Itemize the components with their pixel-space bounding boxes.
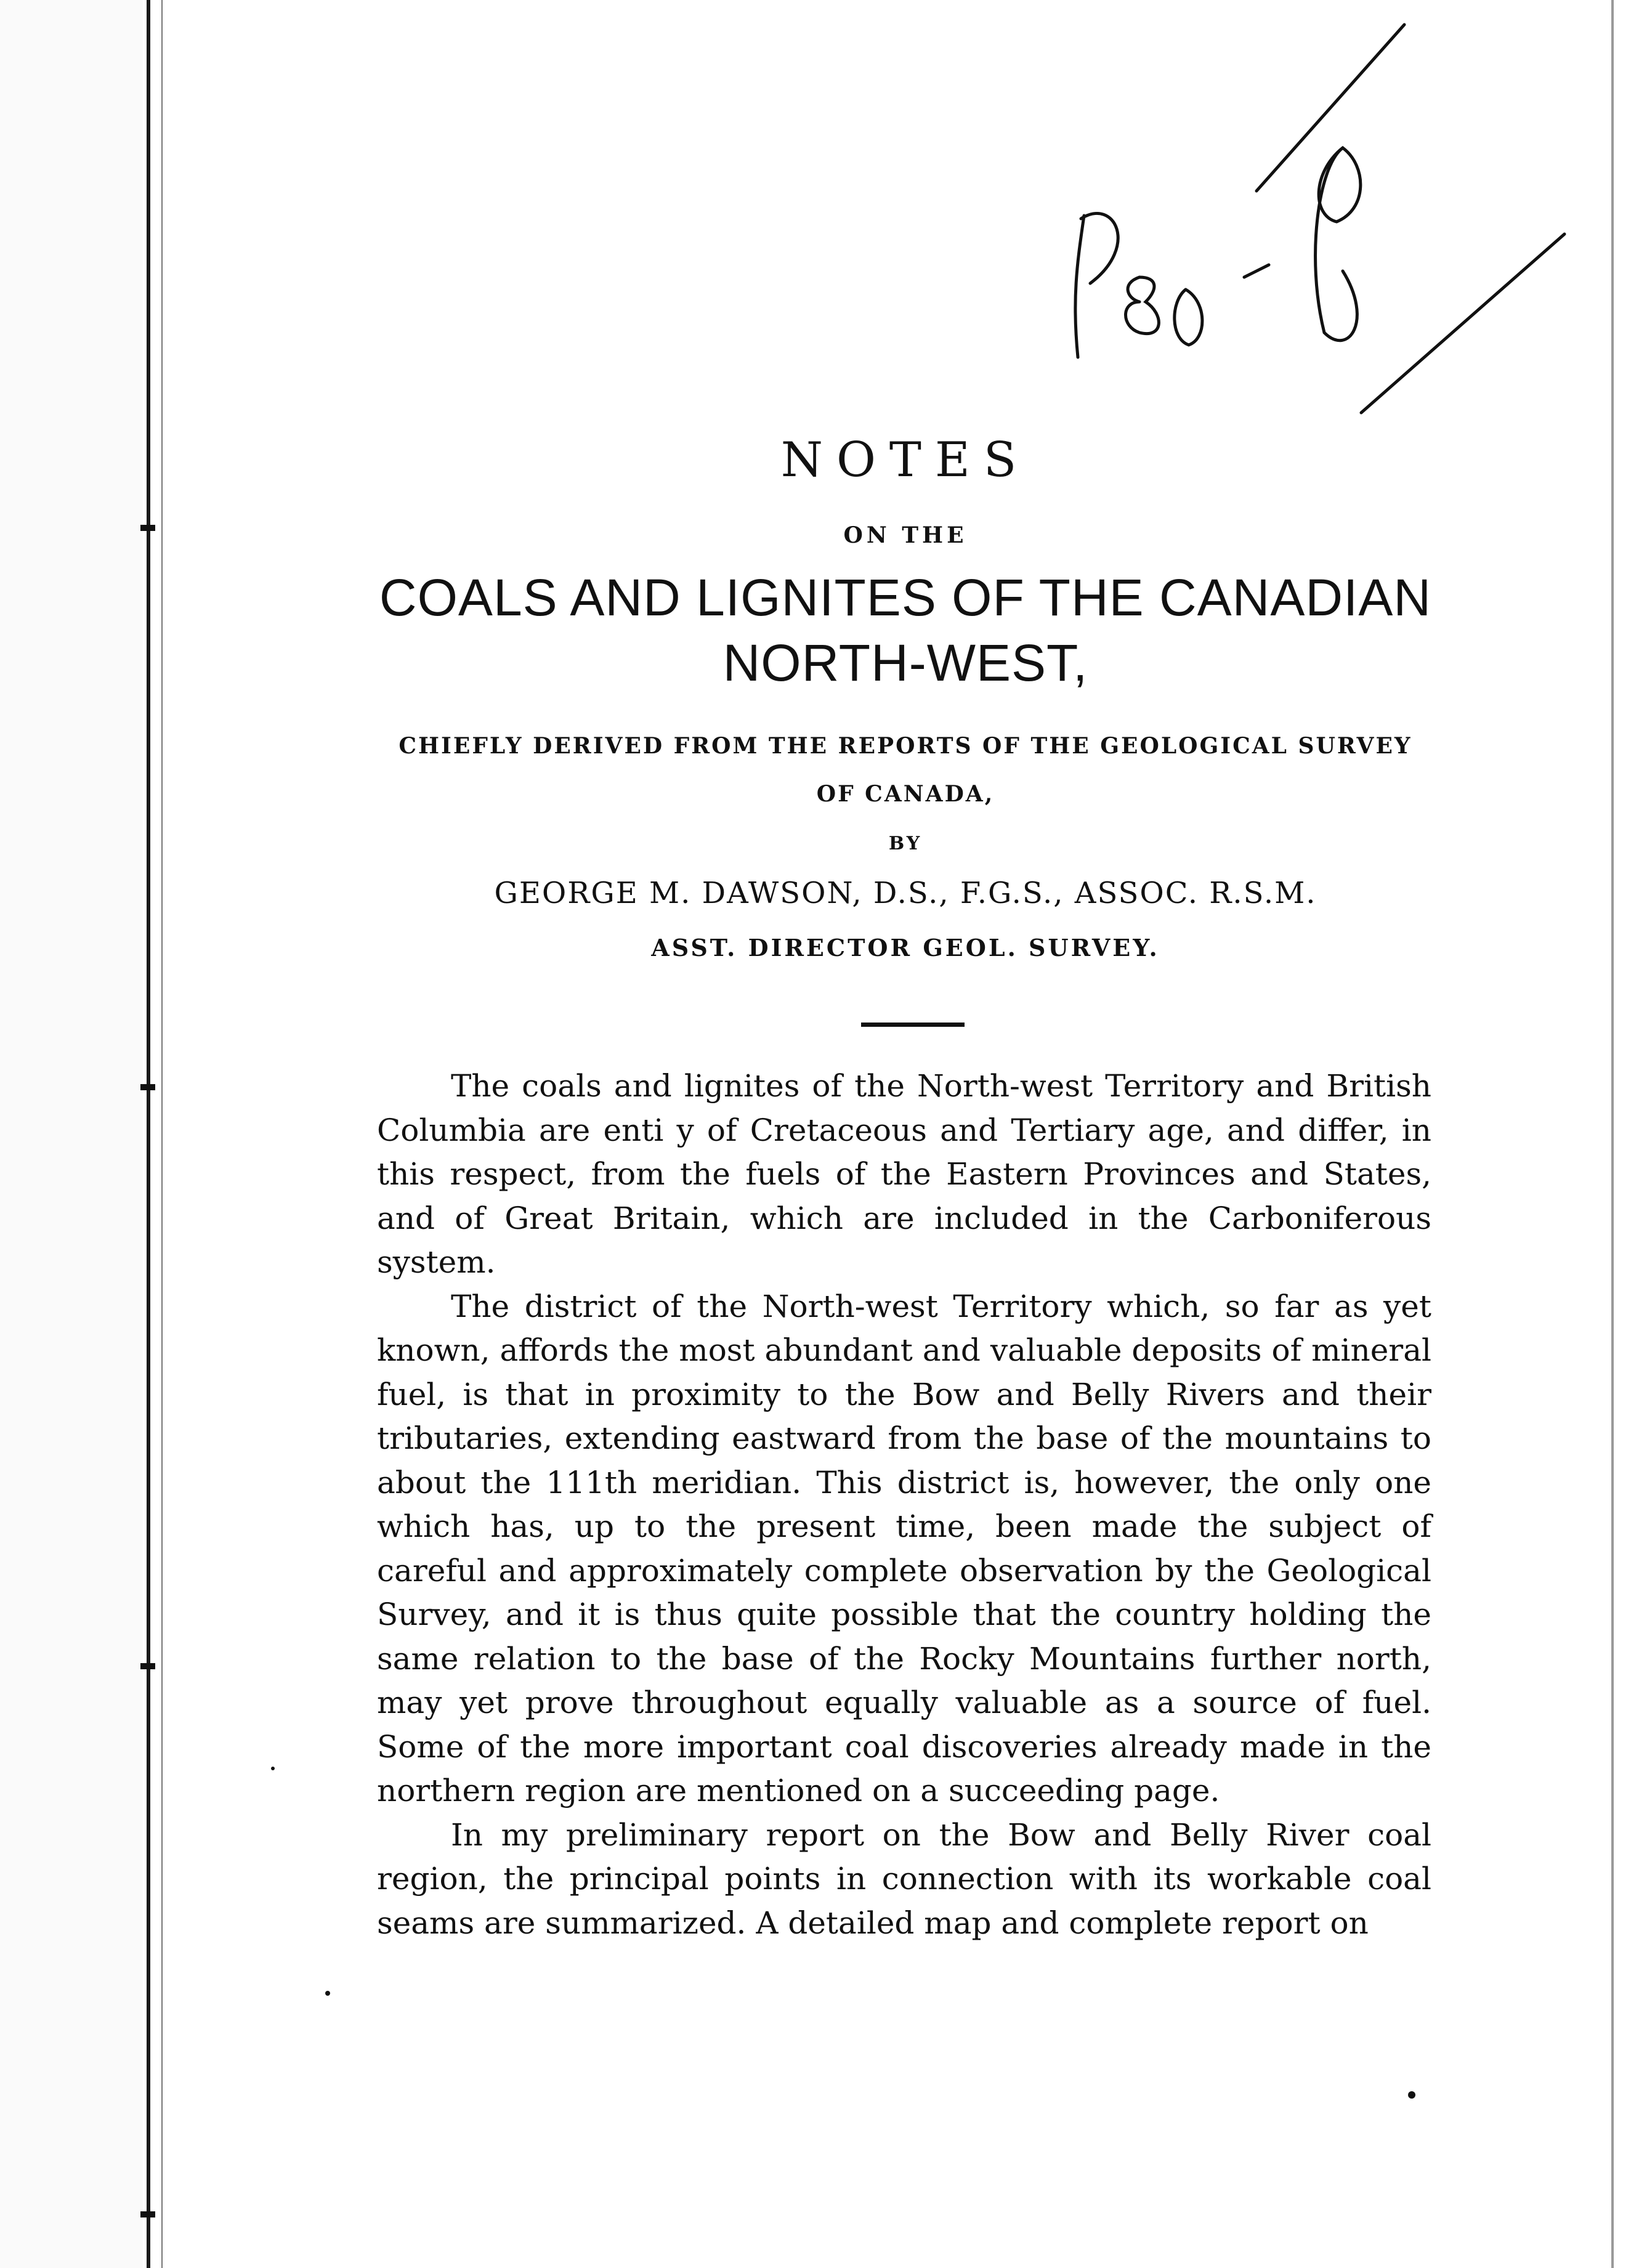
binding-notch bbox=[140, 1084, 155, 1090]
byline-by: BY bbox=[888, 833, 923, 854]
scan-speck bbox=[1408, 2091, 1415, 2099]
title-notes: NOTES bbox=[780, 432, 1030, 488]
scan-speck bbox=[271, 1767, 275, 1770]
binding-margin bbox=[0, 0, 143, 2268]
binding-notch bbox=[140, 1663, 155, 1669]
binding-edge-line-secondary bbox=[161, 0, 163, 2268]
main-title-line-2: NORTH-WEST, bbox=[722, 634, 1088, 692]
scan-speck bbox=[325, 1991, 330, 1996]
section-divider bbox=[861, 1023, 965, 1027]
binding-notch bbox=[140, 525, 155, 531]
subtitle-line-2: OF CANADA, bbox=[816, 781, 995, 807]
paragraph: The district of the North-west Territory which, so far as yet known, affords the most abundant and valuable deposits of mineral fuel, is that in proximity to the Bow and Belly Rivers and their tributaries, extending eastward from the base of the mountains to about the 111th meridian. This district is, however, the only one which has, up to the present time, been made the subject of careful and approximately complete observation by the Geological Survey, and it is thus quite possible that the country holding the same relation to the base of the Rocky Mountains further north, may yet prove throughout equally valuable as a source of fuel. Some of the more important coal discoveries already made in the northern region are mentioned on a succeeding page. bbox=[377, 1288, 1431, 1808]
paragraph: In my preliminary report on the Bow and Belly River coal region, the principal points in connection with its workable coal seams are summarized. A detailed map and complete report on bbox=[377, 1816, 1431, 1941]
page-right-edge bbox=[1611, 0, 1614, 2268]
subtitle-line-1: CHIEFLY DERIVED FROM THE REPORTS OF THE GEOLOGICAL SURVEY bbox=[399, 733, 1412, 759]
main-title-line-1: COALS AND LIGNITES OF THE CANADIAN bbox=[379, 569, 1432, 626]
binding-notch bbox=[140, 2211, 155, 2217]
author-name: GEORGE M. DAWSON, D.S., F.G.S., ASSOC. R.S.M. bbox=[494, 876, 1317, 910]
paragraph: The coals and lignites of the North-west Territory and British Columbia are enti y of Cretaceous and Tertiary age, and differ, in this respect, from the fuels of the Eastern Provinces and States, and of Great Britain, which are included in the Carboniferous system. bbox=[377, 1068, 1431, 1280]
handwritten-note bbox=[1047, 12, 1601, 443]
body-text bbox=[377, 1064, 1431, 1945]
binding-edge-line bbox=[147, 0, 150, 2268]
author-role: ASST. DIRECTOR GEOL. SURVEY. bbox=[651, 934, 1160, 962]
title-on-the: ON THE bbox=[843, 522, 968, 548]
